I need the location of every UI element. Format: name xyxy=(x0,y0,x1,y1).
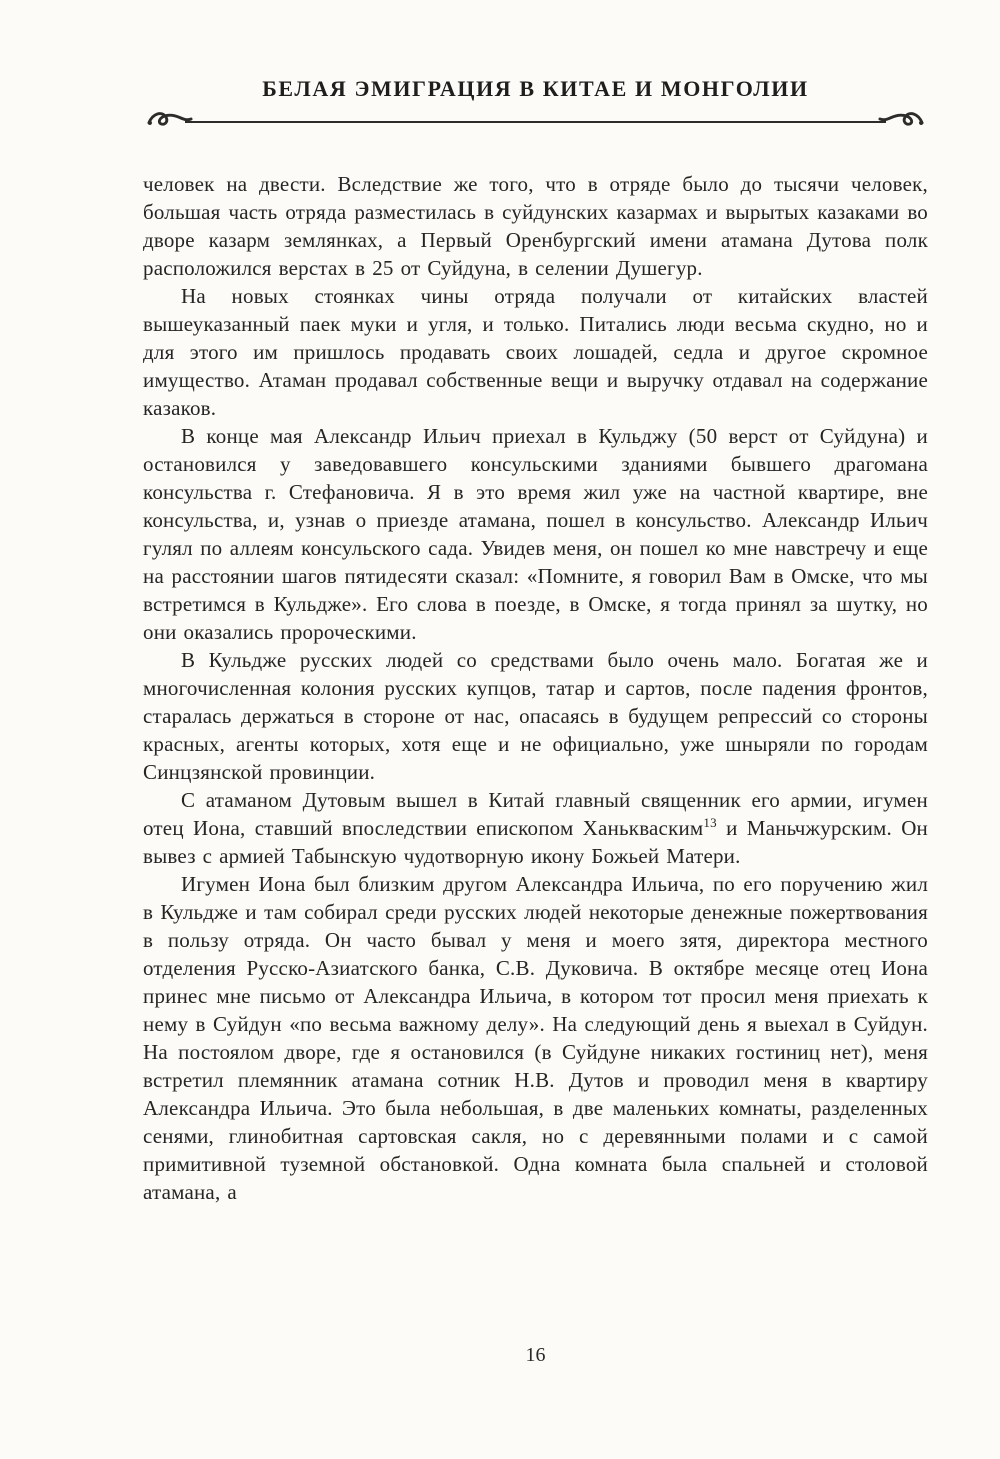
footnote-ref: 13 xyxy=(703,815,717,830)
page-header xyxy=(143,0,928,132)
running-title: БЕЛАЯ ЭМИГРАЦИЯ В КИТАЕ И МОНГОЛИИ xyxy=(262,76,809,101)
header-rule-row xyxy=(147,112,924,132)
ornament-left-icon xyxy=(147,109,193,129)
header-rule xyxy=(185,121,886,123)
paragraph: На новых стоянках чины отряда получали от китайских властей вышеуказанный паек муки и угля, и только. Питались люди весьма скудно, но и для этого им пришлось продавать своих лошадей, седла и другое скромное имущество. Атаман продавал собственные вещи и выручку отдавал на содержание казаков. xyxy=(143,284,928,420)
page-footer xyxy=(143,1344,928,1367)
page-number: 16 xyxy=(525,1344,546,1366)
ornament-right-icon xyxy=(878,109,924,129)
paragraph: В конце мая Александр Ильич приехал в Кульджу (50 верст от Суйдуна) и остановился у заведовавшего консульскими зданиями бывшего драгомана консульства г. Стефановича. Я в это время жил уже на частной квартире, вне консульства, и, узнав о приезде атамана, пошел в консульство. Александр Ильич гулял по аллеям консульского сада. Увидев меня, он пошел ко мне навстречу и еще на расстоянии шагов пятидесяти сказал: «Помните, я говорил Вам в Омске, что мы встретимся в Кульдже». Его слова в поезде, в Омске, я тогда принял за шутку, но они оказались пророческими. xyxy=(143,424,928,644)
body-text xyxy=(143,170,928,1206)
paragraph: человек на двести. Вследствие же того, что в отряде было до тысячи человек, большая часть отряда разместилась в суйдунских казармах и вырытых казаками во дворе казарм землянках, а Первый Оренбургский имени атамана Дутова полк расположился верстах в 25 от Суйдуна, в селении Душегур. xyxy=(143,172,928,280)
paragraph: В Кульдже русских людей со средствами было очень мало. Богатая же и многочисленная колония русских купцов, татар и сартов, после падения фронтов, старалась держаться в стороне от нас, опасаясь в будущем репрессий со стороны красных, агенты которых, хотя еще и не официально, уже шныряли по городам Синцзянской провинции. xyxy=(143,648,928,784)
paragraph: С атаманом Дутовым вышел в Китай главный священник его армии, игумен отец Иона, ставший впоследствии епископом Ханькваским$^{13}$ и Маньчжурским. Он вывез с армией Табынскую чудотворную икону Божьей Матери. xyxy=(143,788,928,868)
paragraph: Игумен Иона был близким другом Александра Ильича, по его поручению жил в Кульдже и там собирал среди русских людей некоторые денежные пожертвования в пользу отряда. Он часто бывал у меня и моего зятя, директора местного отделения Русско-Азиатского банка, С.В. Дуковича. В октябре месяце отец Иона принес мне письмо от Александра Ильича, в котором тот просил меня приехать к нему в Суйдун «по весьма важному делу». На следующий день я выехал в Суйдун. На постоялом дворе, где я остановился (в Суйдуне никаких гостиниц нет), меня встретил племянник атамана сотник Н.В. Дутов и проводил меня в квартиру Александра Ильича. Это была небольшая, в две маленьких комнаты, разделенных сенями, глинобитная сартовская сакля, но с деревянными полами и с самой примитивной туземной обстановкой. Одна комната была спальней и столовой атамана, а xyxy=(143,872,928,1204)
